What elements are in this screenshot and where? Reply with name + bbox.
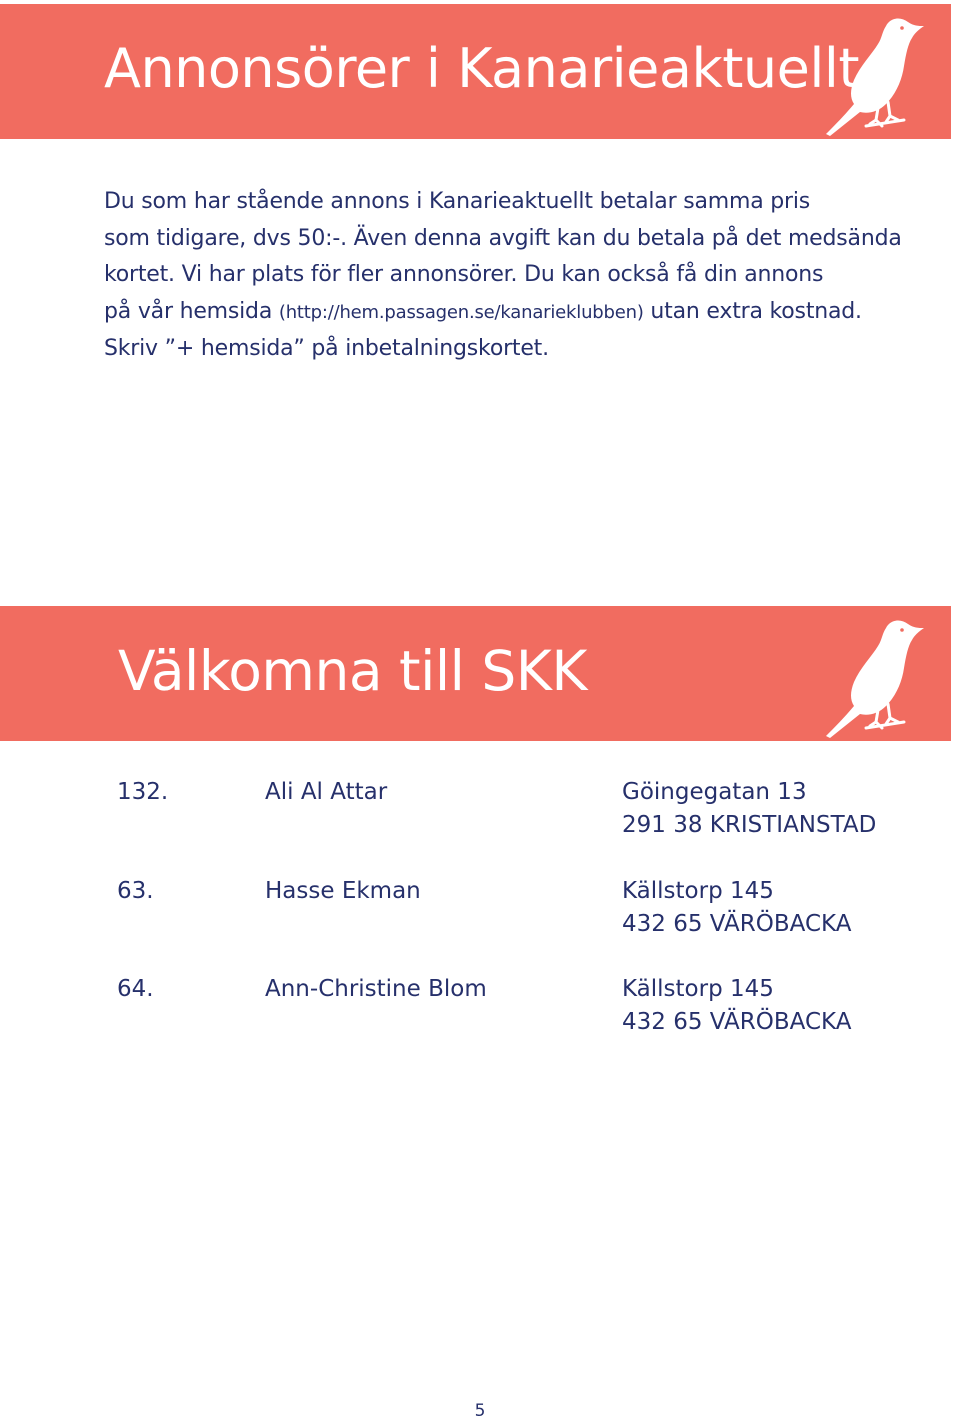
- member-name: Ali Al Attar: [265, 779, 388, 805]
- member-name: Hasse Ekman: [265, 877, 421, 904]
- intro-line: Skriv ”+ hemsida” på inbetalningskortet.: [104, 336, 549, 361]
- member-address: [622, 875, 851, 941]
- website-url[interactable]: (http://hem.passagen.se/kanarieklubben): [278, 301, 644, 323]
- member-number: 132.: [117, 779, 169, 805]
- address-postal: 291 38 KRISTIANSTAD: [622, 812, 877, 838]
- welcome-title: Välkomna till SKK: [118, 639, 587, 703]
- intro-line: kortet. Vi har plats för fler annonsörer. Du kan också få din annons: [104, 262, 824, 287]
- intro-line: Du som har stående annons i Kanarieaktuellt betalar samma pris: [104, 189, 811, 214]
- canary-bird-icon: [820, 8, 930, 138]
- advertising-info-paragraph: [104, 184, 904, 368]
- advertisers-title: Annonsörer i Kanarieaktuellt: [104, 37, 860, 100]
- address-postal: 432 65 VÄRÖBACKA: [622, 910, 852, 937]
- page-number: 5: [474, 1401, 486, 1421]
- member-entry: [117, 875, 917, 974]
- address-street: Göingegatan 13: [622, 779, 807, 805]
- intro-text: på vår hemsida: [104, 298, 279, 324]
- new-members-list: [117, 776, 917, 1072]
- welcome-banner: [0, 606, 951, 741]
- member-number: 63.: [117, 877, 154, 904]
- member-name: Ann-Christine Blom: [265, 976, 487, 1002]
- member-entry: [117, 973, 917, 1072]
- intro-line-with-url: [104, 294, 904, 332]
- intro-line: som tidigare, dvs 50:-. Även denna avgift kan du betala på det medsända: [104, 225, 902, 251]
- address-street: Källstorp 145: [622, 976, 774, 1002]
- canary-bird-icon: [820, 610, 930, 740]
- intro-text: utan extra kostnad.: [643, 298, 862, 324]
- member-address: [622, 973, 851, 1039]
- member-address: [622, 776, 876, 842]
- member-entry: [117, 776, 917, 875]
- address-postal: 432 65 VÄRÖBACKA: [622, 1009, 852, 1035]
- advertisers-banner: [0, 4, 951, 139]
- member-number: 64.: [117, 976, 154, 1002]
- address-street: Källstorp 145: [622, 877, 774, 904]
